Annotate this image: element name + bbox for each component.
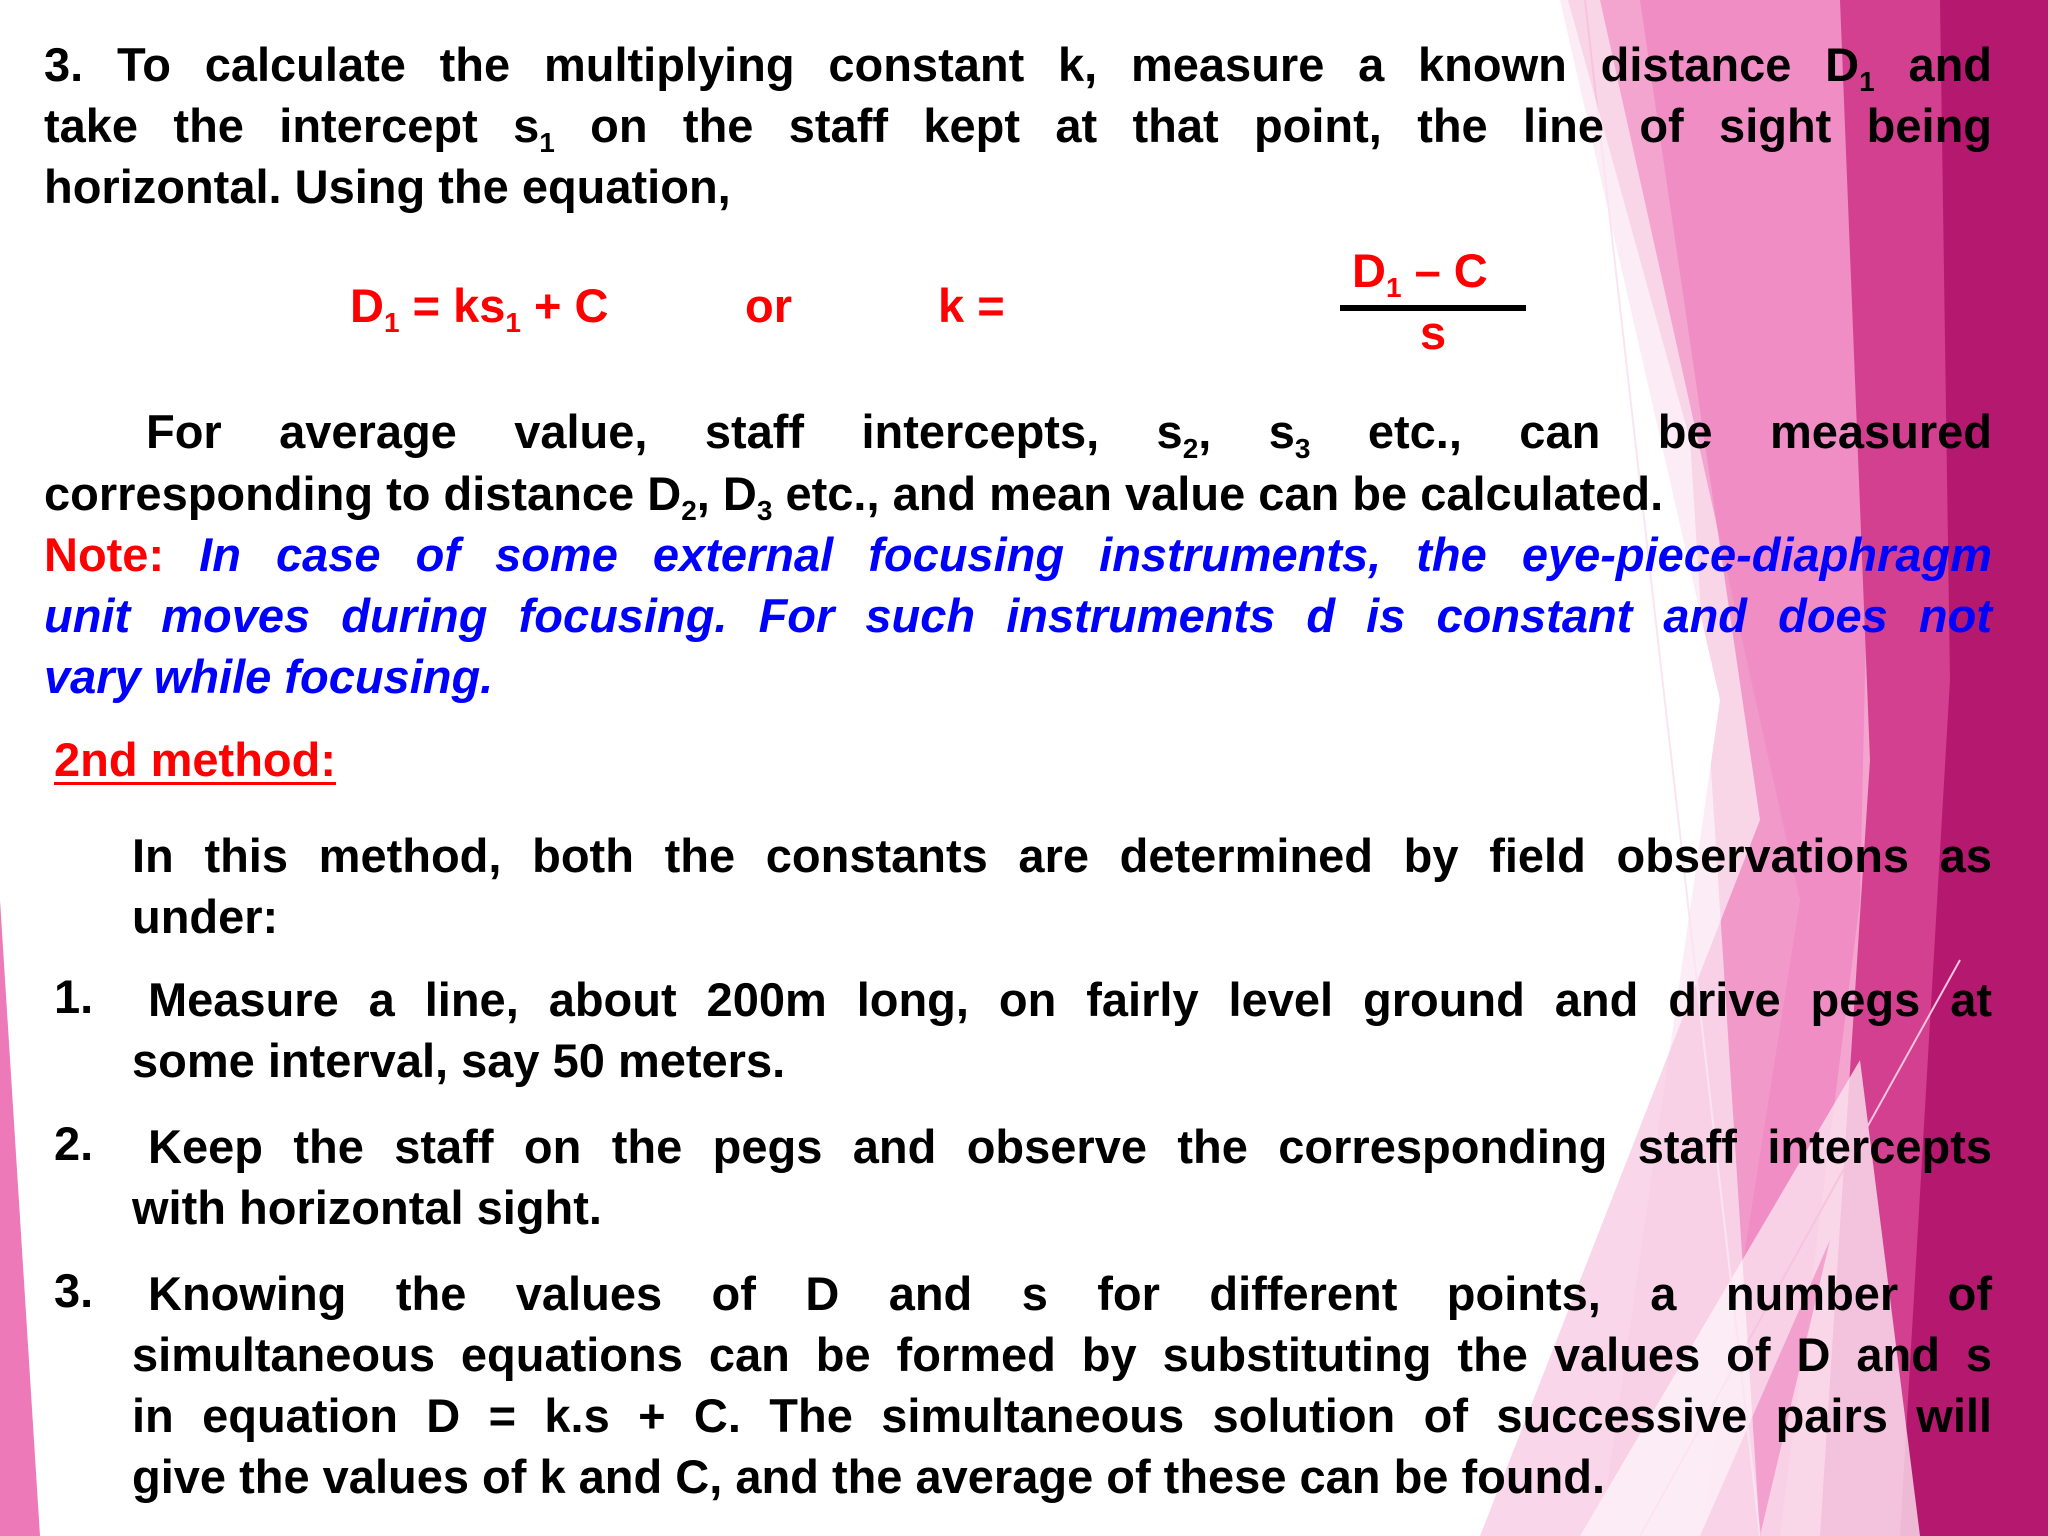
step-2-number: 2. xyxy=(54,1117,94,1170)
step-3-line4: give the values of k and C, and the average of these can be found. xyxy=(132,1450,1606,1503)
para2-line1: For average value, staff intercepts, $s_2$, $s_3$ etc., can be measured xyxy=(146,405,1993,464)
step-2-line2: with horizontal sight. xyxy=(132,1181,602,1234)
para2-line2: corresponding to distance $D_2$, $D_3$ etc., and mean value can be calculated. xyxy=(44,467,1664,526)
step-1-line1: Measure a line, about 200m long, on fairly level ground and drive pegs at xyxy=(148,973,1992,1026)
step-3-line2: simultaneous equations can be formed by substituting the values of D and s xyxy=(132,1328,1992,1381)
note-line2: unit moves during focusing. For such instruments d is constant and does not xyxy=(44,589,1992,642)
fraction-denominator: s xyxy=(1420,306,1447,359)
step-2-line1: Keep the staff on the pegs and observe the corresponding staff intercepts xyxy=(148,1120,1992,1173)
note-line3: vary while focusing. xyxy=(44,650,494,703)
method2-intro-line2: under: xyxy=(132,890,279,943)
para1-line2: take the intercept $s_1$ on the staff kept at that point, the line of sight being xyxy=(44,99,1992,158)
equation-k-equals: k = xyxy=(938,279,1005,332)
step-3-line1: Knowing the values of D and s for different points, a number of xyxy=(148,1267,1992,1320)
note-label: Note: xyxy=(44,528,165,581)
fraction-numerator: $D_1$ – C xyxy=(1352,244,1488,303)
method2-heading: 2nd method: xyxy=(54,733,336,786)
equation-or: or xyxy=(745,279,792,332)
step-3-line3: in equation D = k.s + C. The simultaneous solution of successive pairs will xyxy=(132,1389,1992,1442)
step-3-number: 3. xyxy=(54,1264,94,1317)
para1-line3: horizontal. Using the equation, xyxy=(44,160,731,213)
step-1-line2: some interval, say 50 meters. xyxy=(132,1034,786,1087)
para1-line1: 3. To calculate the multiplying constant k, measure a known distance $D_1$ and xyxy=(44,38,1992,97)
note-line1: Note: In case of some external focusing instruments, the eye-piece-diaphragm xyxy=(44,528,1992,581)
method2-intro-line1: In this method, both the constants are determined by field observations as xyxy=(132,829,1992,882)
equation-lhs: $D_1 = ks_1 + C$ xyxy=(350,279,609,338)
step-1-number: 1. xyxy=(54,970,94,1023)
